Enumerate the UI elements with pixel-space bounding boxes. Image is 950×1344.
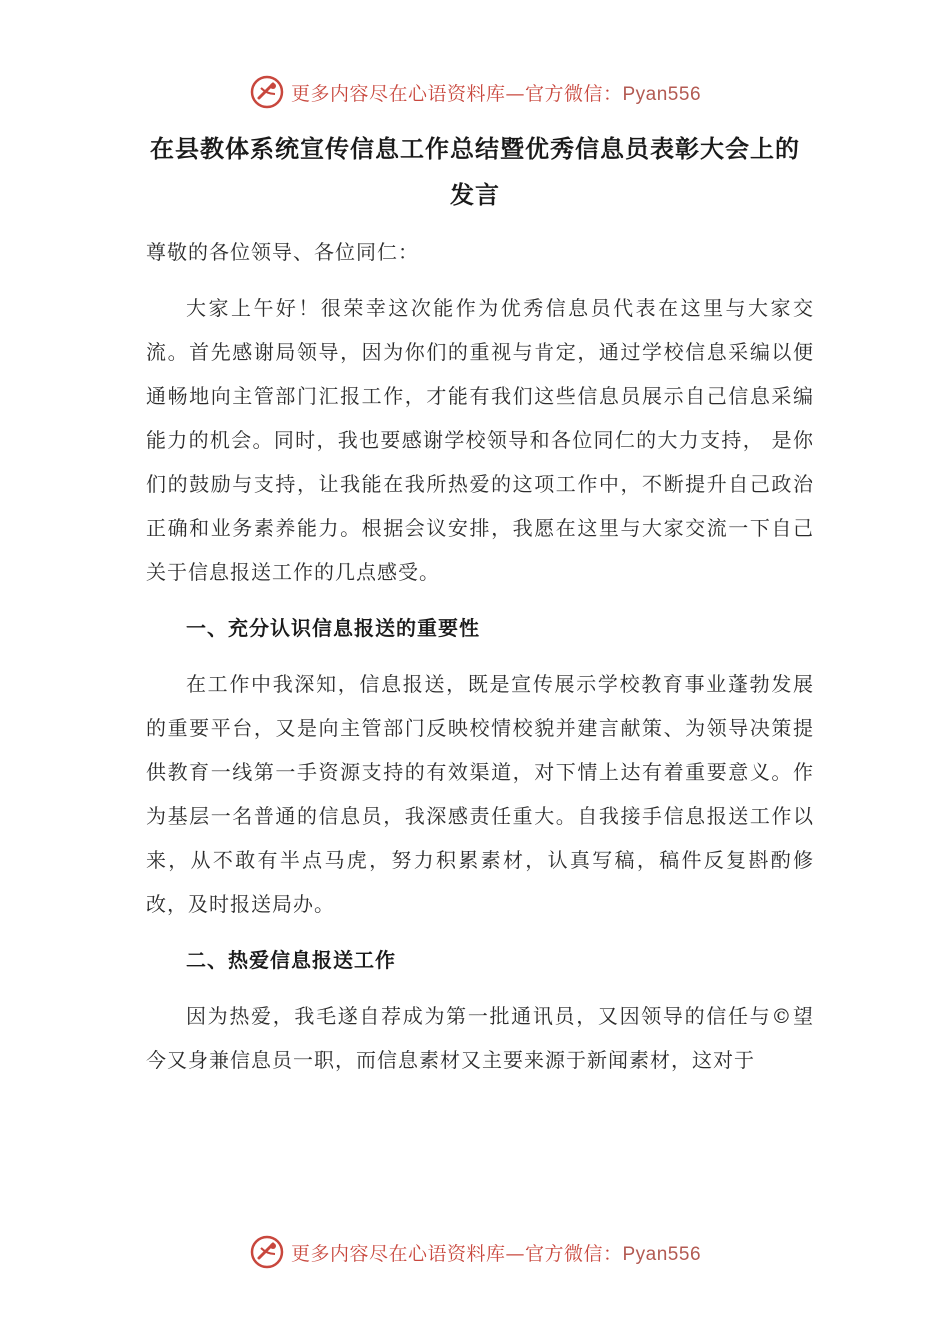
paragraph: 因为热爱，我毛遂自荐成为第一批通讯员，又因领导的信任与©望今又身兼信息员一职，而信息素材又主要来源于新闻素材，这对于 [146,1004,814,1072]
header-banner [0,72,950,112]
brand-logo-icon [249,74,285,110]
banner-text: 更多内容尽在心语资料库—官方微信：Pyan556 [290,1242,702,1265]
greeting: 尊敬的各位领导、各位同仁： [146,240,419,264]
document-title: 在县教体系统宣传信息工作总结暨优秀信息员表彰大会上的发言 [150,134,800,209]
document-body [146,230,814,1094]
banner-text: 更多内容尽在心语资料库—官方微信：Pyan556 [290,82,702,105]
wechat-id: Pyan556 [622,83,702,105]
section-heading: 二、热爱信息报送工作 [186,948,396,972]
paragraph: 大家上午好！很荣幸这次能作为优秀信息员代表在这里与大家交流。首先感谢局领导，因为你们的重视与肯定，通过学校信息采编以便通畅地向主管部门汇报工作，才能有我们这些信息员展示自己信息采编能力的机会。同时，我也要感谢学校领导和各位同仁的大力支持， 是你们的鼓励与支持，让我能在我所热爱的这项工作中，不断提升自己政治正确和业务素养能力。根据会议安排，我愿在这里与大家交流一下自己关于信息报送工作的几点感受。 [146,296,814,584]
section-heading: 一、充分认识信息报送的重要性 [186,616,480,640]
wechat-id: Pyan556 [622,1243,702,1265]
paragraph: 在工作中我深知，信息报送，既是宣传展示学校教育事业蓬勃发展的重要平台，又是向主管部门反映校情校貌并建言献策、为领导决策提供教育一线第一手资源支持的有效渠道，对下情上达有着重要意义。作为基层一名普通的信息员，我深感责任重大。自我接手信息报送工作以来，从不敢有半点马虎，努力积累素材，认真写稿，稿件反复斟酌修改，及时报送局办。 [146,672,814,916]
brand-logo-icon [249,1234,285,1270]
footer-banner [0,1232,950,1272]
